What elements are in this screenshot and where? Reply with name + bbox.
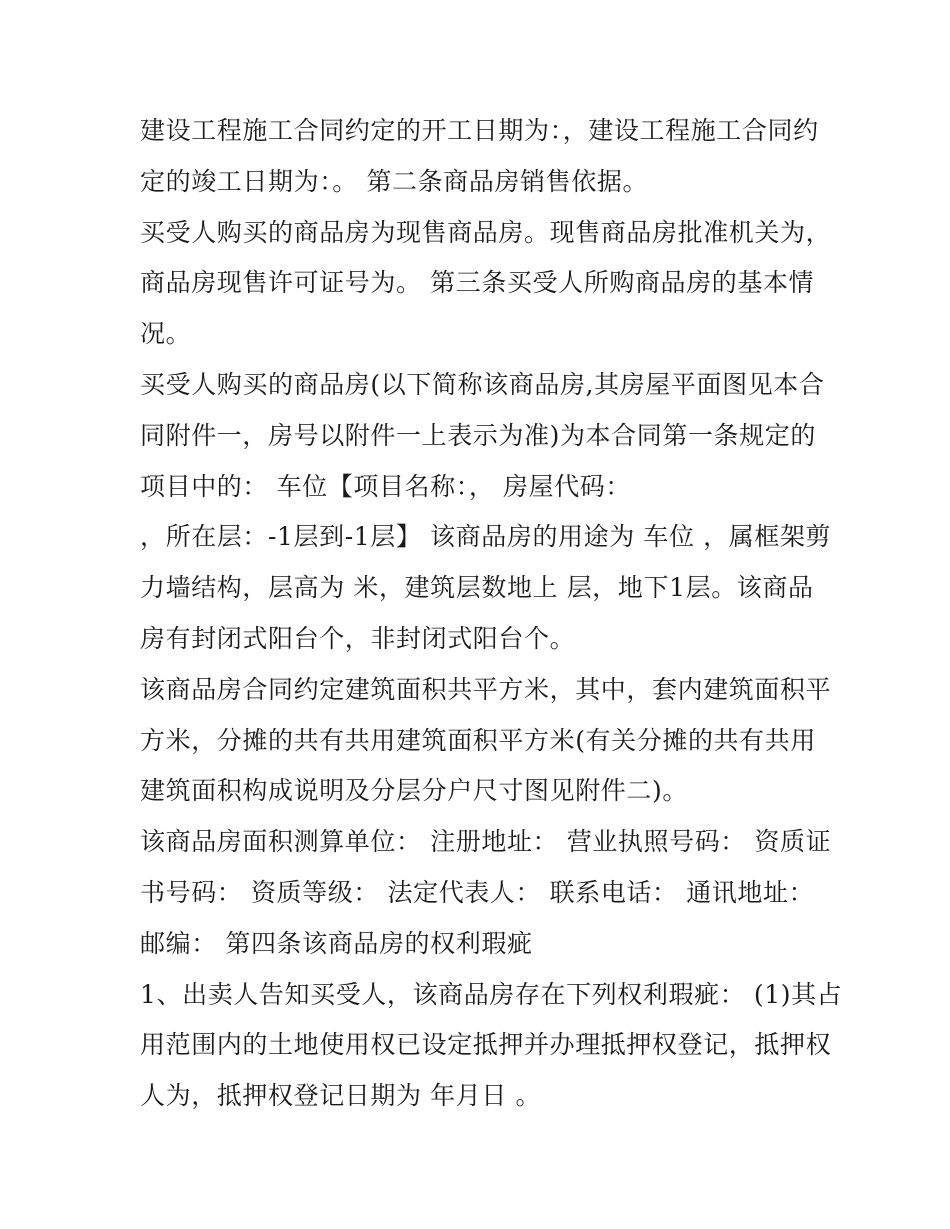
- text-line: 建设工程施工合同约定的开工日期为：，建设工程施工合同约: [140, 116, 819, 145]
- text-line: 方米，分摊的共有共用建筑面积平方米(有关分摊的共有共用: [140, 725, 816, 755]
- text-line: 买受人购买的商品房为现售商品房。现售商品房批准机关为，: [140, 217, 832, 247]
- text-line: 同附件一，房号以附件一上表示为准)为本合同第一条规定的: [140, 420, 816, 450]
- text-line: 该商品房面积测算单位： 注册地址： 营业执照号码： 资质证: [140, 827, 832, 857]
- text-line: ，所在层：-1层到-1层】 该商品房的用途为 车位 ，属框架剪: [140, 522, 832, 552]
- text-line: 书号码： 资质等级： 法定代表人： 联系电话： 通讯地址：: [140, 877, 815, 907]
- text-line: 邮编： 第四条该商品房的权利瑕疵: [140, 928, 533, 958]
- text-line: 该商品房合同约定建筑面积共平方米，其中，套内建筑面积平: [140, 674, 832, 704]
- text-line: 力墙结构，层高为 米，建筑层数地上 层，地下1层。该商品: [140, 573, 814, 603]
- text-line: 1、出卖人告知买受人，该商品房存在下列权利瑕疵： (1)其占: [140, 979, 843, 1009]
- text-line: 用范围内的土地使用权已设定抵押并办理抵押权登记，抵押权: [140, 1030, 832, 1060]
- text-line: 商品房现售许可证号为。 第三条买受人所购商品房的基本情: [140, 268, 815, 298]
- text-line: 房有封闭式阳台个，非封闭式阳台个。: [140, 623, 576, 653]
- text-line: 人为，抵押权登记日期为 年月日 。: [140, 1081, 542, 1111]
- text-line: 建筑面积构成说明及分层分户尺寸图见附件二)。: [140, 776, 688, 806]
- text-line: 项目中的： 车位【项目名称：， 房屋代码：: [140, 471, 631, 501]
- text-line: 定的竣工日期为：。 第二条商品房销售依据。: [140, 166, 649, 196]
- document-body: [140, 106, 843, 1122]
- text-line: 买受人购买的商品房(以下简称该商品房,其房屋平面图见本合: [140, 369, 825, 399]
- text-line: 况。: [140, 319, 192, 349]
